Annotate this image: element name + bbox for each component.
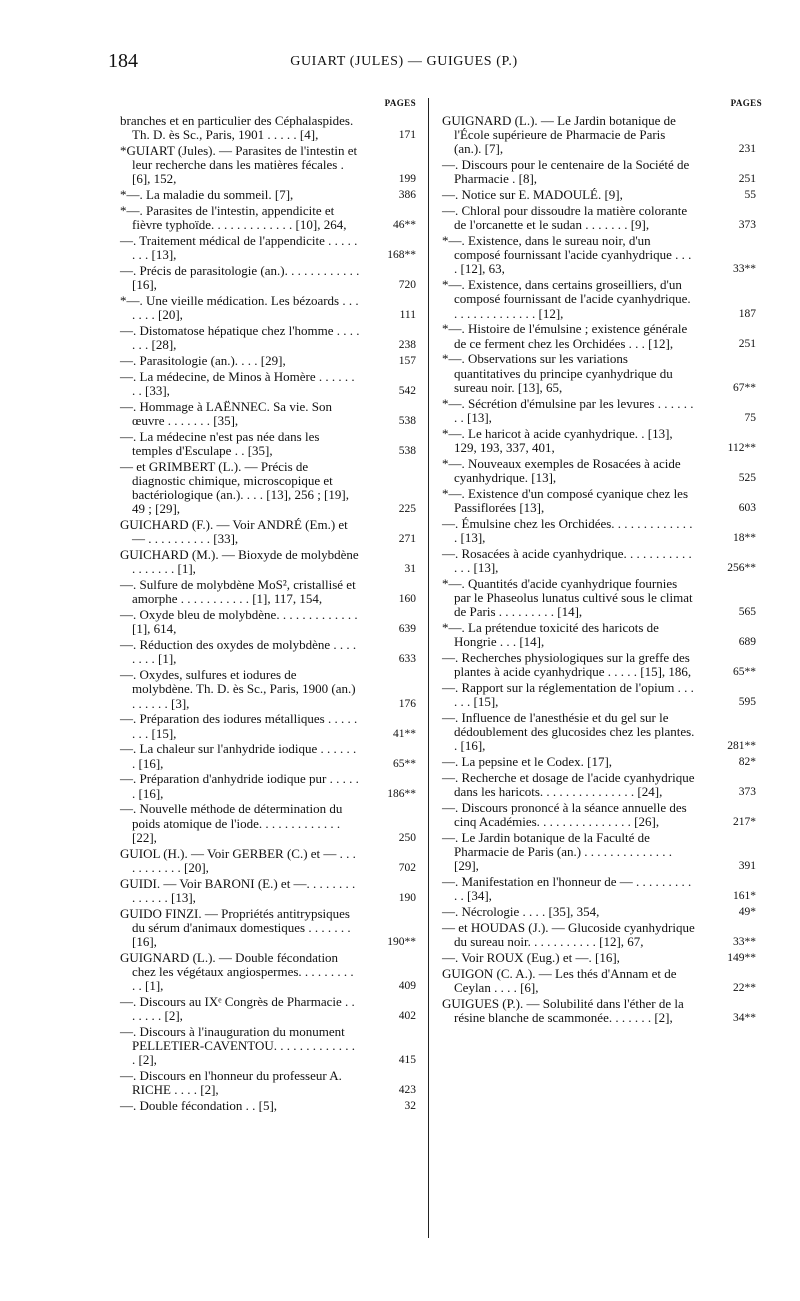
entry-text: *—. Parasites de l'intestin, appendicite et fièvre typhoïde. . . . . . . . . . . . . [10], 264,	[120, 203, 347, 233]
entry-page: 373	[738, 786, 756, 799]
index-entry	[442, 457, 762, 485]
entry-page: 386	[398, 189, 416, 202]
entry-text: —. Recherches physiologiques sur la greffe des plantes à acide cyanhydrique . . . . . [15], 186,	[442, 649, 692, 680]
entry-page: 415	[398, 1054, 416, 1067]
entry-text: *—. Quantités d'acide cyanhydrique fournies par le Phaseolus lunatus cultivé sous le climat de Paris . . . . . . . . . [14],	[442, 575, 693, 620]
index-entry	[120, 294, 416, 322]
entry-page: 595	[738, 696, 756, 709]
entry-page: 157	[398, 355, 416, 367]
entry-page: 525	[738, 471, 756, 484]
entry-text: —. Discours prononcé à la séance annuelle des cinq Académies. . . . . . . . . . . . . . . [26],	[442, 799, 687, 830]
entry-text: *—. Le haricot à acide cyanhydrique. . [13], 129, 193, 337, 401,	[442, 425, 673, 455]
entry-page: 186**	[387, 787, 416, 800]
entry-page: 231	[738, 143, 756, 156]
entry-page: 49*	[738, 906, 756, 919]
entry-text: GUIDI. — Voir BARONI (E.) et —. . . . . . . . . . . . . . [13],	[120, 875, 356, 905]
entry-text: *GUIART (Jules). — Parasites de l'intestin et leur recherche dans les matières fécales . [6], 152,	[120, 143, 358, 187]
entry-page: 538	[398, 445, 416, 457]
entry-text: —. Rosacées à acide cyanhydrique. . . . . . . . . . . . . . [13],	[442, 545, 692, 575]
entry-text: —. Manifestation en l'honneur de — . . . . . . . . . . . [34],	[442, 874, 692, 904]
index-entry	[442, 755, 762, 769]
entry-page: 271	[398, 533, 416, 546]
entry-text: —. Préparation des iodures métalliques . . . . . . . . [15],	[120, 711, 358, 741]
index-entry	[442, 905, 762, 919]
entry-text: *—. La maladie du sommeil. [7],	[120, 187, 294, 203]
entry-text: *—. Observations sur les variations quantitatives du principe cyanhydrique du sureau noir. [13], 65,	[442, 351, 673, 395]
entry-page: 402	[398, 1010, 416, 1023]
entry-text: GUICHARD (F.). — Voir ANDRÉ (Em.) et — . . . . . . . . . . [33],	[120, 517, 348, 547]
entry-page: 603	[738, 501, 756, 514]
index-entry	[120, 370, 416, 398]
entry-page: 176	[398, 697, 416, 710]
entry-text: —. Influence de l'anesthésie et du gel sur le dédoublement des glucosides chez les plantes. . [16],	[442, 709, 695, 754]
entry-page: 256**	[727, 561, 756, 574]
index-entry	[120, 114, 416, 142]
entry-page: 225	[398, 503, 416, 516]
entry-text: —. Discours à l'inauguration du monument PELLETIER-CAVENTOU. . . . . . . . . . . . . . [2],	[120, 1024, 356, 1068]
entry-page: 65**	[393, 757, 416, 770]
entry-text: —. Traitement médical de l'appendicite . . . . . . . . [13],	[120, 233, 358, 263]
index-entry	[120, 742, 416, 770]
entry-page: 190	[398, 891, 416, 904]
index-entry	[442, 621, 762, 649]
entry-text: —. Réduction des oxydes de molybdène . . . . . . . . [1],	[120, 637, 357, 667]
index-entry	[442, 771, 762, 799]
entry-text: —. Distomatose hépatique chez l'homme . . . . . . . [28],	[120, 323, 360, 353]
index-entry	[120, 144, 416, 187]
index-entry	[120, 877, 416, 905]
index-entry	[442, 487, 762, 515]
index-entry	[442, 711, 762, 754]
index-entry	[442, 681, 762, 709]
index-entry	[442, 951, 762, 965]
entry-page: 34**	[733, 1011, 756, 1024]
entry-text: —. La médecine n'est pas née dans les temples d'Esculape . . [35],	[120, 428, 320, 458]
index-entry	[120, 772, 416, 800]
entry-page: 41**	[393, 727, 416, 740]
entry-text: GUICHARD (M.). — Bioxyde de molybdène . . . . . . . [1],	[120, 547, 359, 577]
entry-page: 689	[738, 636, 756, 649]
index-entry	[120, 907, 416, 950]
entry-page: 633	[398, 653, 416, 666]
index-entry	[442, 427, 762, 455]
entry-text: —. La médecine, de Minos à Homère . . . . . . . . [33],	[120, 368, 355, 398]
right-column	[442, 96, 762, 1025]
entry-page: 112**	[727, 441, 756, 454]
index-entry	[120, 400, 416, 428]
entry-page: 46**	[393, 219, 416, 232]
pages-label-left: PAGES	[384, 98, 416, 108]
index-entry	[442, 114, 762, 157]
entry-text: —. Recherche et dosage de l'acide cyanhydrique dans les haricots. . . . . . . . . . . . . . . [24],	[442, 769, 695, 800]
index-entry	[120, 548, 416, 576]
entry-page: 702	[398, 861, 416, 874]
entry-page: 538	[398, 415, 416, 427]
entry-page: 542	[398, 385, 416, 397]
index-entry	[120, 204, 416, 232]
index-entry	[120, 430, 416, 458]
index-entry	[442, 204, 762, 232]
page-header	[108, 50, 700, 80]
entry-text: — et HOUDAS (J.). — Glucoside cyanhydrique du sureau noir. . . . . . . . . . . [12], 67,	[442, 919, 695, 950]
index-entry	[120, 712, 416, 740]
index-entry	[120, 995, 416, 1023]
entry-text: GUIGNARD (L.). — Double fécondation chez les végétaux angiospermes. . . . . . . . . . . [1],	[120, 949, 354, 994]
index-entry	[120, 460, 416, 517]
running-title: GUIART (JULES) — GUIGUES (P.)	[290, 54, 518, 69]
entry-text: —. Notice sur E. MADOULÉ. [9],	[442, 187, 623, 203]
entry-text: —. Discours pour le centenaire de la Société de Pharmacie . [8],	[442, 157, 690, 187]
pages-label-right: PAGES	[730, 98, 762, 108]
page-number: 184	[108, 50, 138, 72]
entry-page: 238	[398, 339, 416, 352]
entry-text: *—. Existence, dans le sureau noir, d'un composé fournissant l'acide cyanhydrique . . . . [12], 63,	[442, 233, 692, 277]
entry-page: 55	[744, 189, 756, 202]
index-entry	[120, 188, 416, 202]
entry-text: *—. Existence, dans certains groseilliers, d'un composé fournissant de l'acide cyanhydrique. . . . . . . . . . . . . . [12],	[442, 277, 691, 321]
index-entry	[120, 264, 416, 292]
entry-page: 565	[738, 606, 756, 619]
entry-text: GUIGNARD (L.). — Le Jardin botanique de l'École supérieure de Pharmacie de Paris (an.). [7],	[442, 113, 676, 157]
entry-page: 391	[738, 860, 756, 873]
entry-page: 33**	[733, 263, 756, 276]
entry-page: 199	[398, 173, 416, 186]
column-divider	[428, 98, 429, 1238]
index-entry	[120, 1069, 416, 1097]
entry-text: —. Parasitologie (an.). . . . [29],	[120, 353, 286, 368]
index-entry	[120, 638, 416, 666]
index-entry	[442, 547, 762, 575]
entry-text: *—. La prétendue toxicité des haricots de Hongrie . . . [14],	[442, 619, 659, 650]
entry-text: —. Double fécondation . . [5],	[120, 1098, 278, 1114]
entry-page: 423	[398, 1084, 416, 1097]
entry-text: —. La chaleur sur l'anhydride iodique . . . . . . . [16],	[120, 741, 357, 771]
entry-page: 373	[738, 219, 756, 232]
index-entry	[442, 577, 762, 620]
entry-page: 251	[738, 337, 756, 350]
entry-text: —. Discours au IXᵉ Congrès de Pharmacie . . . . . . . [2],	[120, 994, 355, 1024]
index-entry	[442, 234, 762, 277]
entry-text: GUIOL (H.). — Voir GERBER (C.) et — . . . . . . . . . . . [20],	[120, 845, 356, 875]
entry-page: 32	[404, 1100, 416, 1113]
index-entry	[442, 997, 762, 1025]
index-entry	[120, 354, 416, 368]
entry-text: *—. Histoire de l'émulsine ; existence générale de ce ferment chez les Orchidées . . . [12],	[442, 321, 688, 351]
entry-page: 31	[404, 563, 416, 576]
entry-text: —. Le Jardin botanique de la Faculté de Pharmacie de Paris (an.) . . . . . . . . . . . . . . [29],	[442, 829, 673, 874]
entry-text: — et GRIMBERT (L.). — Précis de diagnostic chimique, microscopique et bactériologique (an.). . . . [13], 256 ; [19], 49 ; [29],	[120, 458, 349, 517]
entry-page: 22**	[733, 981, 756, 994]
entry-text: —. Nouvelle méthode de détermination du poids atomique de l'iode. . . . . . . . . . . . . [22],	[120, 801, 343, 845]
entry-text: GUIGUES (P.). — Solubilité dans l'éther de la résine blanche de scammonée. . . . . . . [2],	[442, 995, 684, 1025]
index-entry	[120, 951, 416, 994]
index-entry	[120, 847, 416, 875]
entry-text: —. Précis de parasitologie (an.). . . . . . . . . . . . [16],	[120, 263, 360, 293]
entry-page: 161*	[733, 890, 756, 903]
entry-page: 409	[398, 980, 416, 993]
entry-text: —. Discours en l'honneur du professeur A. RICHE . . . . [2],	[120, 1068, 342, 1098]
index-entry	[120, 578, 416, 606]
entry-text: —. La pepsine et le Codex. [17],	[442, 754, 613, 770]
entry-text: —. Chloral pour dissoudre la matière colorante de l'orcanette et le sudan . . . . . . . [9],	[442, 203, 688, 233]
index-entry	[120, 518, 416, 546]
index-entry	[442, 188, 762, 202]
entry-page: 67**	[733, 381, 756, 394]
entry-text: GUIGON (C. A.). — Les thés d'Annam et de Ceylan . . . . [6],	[442, 965, 677, 995]
index-entry	[442, 517, 762, 545]
entry-page: 217*	[733, 816, 756, 829]
entry-page: 187	[738, 307, 756, 320]
index-entry	[442, 322, 762, 350]
index-entry	[120, 608, 416, 636]
entry-page: 720	[398, 279, 416, 292]
entry-page: 251	[738, 173, 756, 186]
index-entry	[442, 921, 762, 949]
index-entry	[442, 352, 762, 395]
index-entry	[442, 831, 762, 874]
index-entry	[442, 158, 762, 186]
entry-text: —. Oxydes, sulfures et iodures de molybdène. Th. D. ès Sc., Paris, 1900 (an.) . . . . . . [3],	[120, 667, 356, 711]
entry-text: —. Rapport sur la réglementation de l'opium . . . . . . [15],	[442, 679, 694, 710]
entry-page: 75	[744, 411, 756, 424]
index-entry	[120, 324, 416, 352]
entry-page: 639	[398, 623, 416, 636]
index-entry	[442, 875, 762, 903]
entry-text: GUIDO FINZI. — Propriétés antitrypsiques du sérum d'animaux domestiques . . . . . . . [16],	[120, 905, 351, 950]
entry-text: *—. Existence d'un composé cyanique chez les Passiflorées [13],	[442, 485, 689, 515]
entry-text: —. Sulfure de molybdène MoS², cristallisé et amorphe . . . . . . . . . . . [1], 117, 154,	[120, 577, 356, 607]
entry-page: 250	[398, 831, 416, 844]
index-entry	[120, 234, 416, 262]
index-entry	[442, 967, 762, 995]
entry-page: 190**	[387, 936, 416, 949]
entry-text: —. Émulsine chez les Orchidées. . . . . . . . . . . . . . [13],	[442, 515, 693, 545]
index-entry	[442, 397, 762, 425]
entry-page: 82*	[738, 756, 756, 769]
index-entry	[120, 802, 416, 845]
index-entry	[442, 278, 762, 321]
entry-text: branches et en particulier des Céphalaspides. Th. D. ès Sc., Paris, 1901 . . . . . [4],	[120, 113, 354, 143]
entry-text: *—. Sécrétion d'émulsine par les levures . . . . . . . . [13],	[442, 395, 694, 425]
index-entry	[120, 1099, 416, 1113]
entry-page: 171	[398, 129, 416, 142]
entry-page: 168**	[387, 249, 416, 262]
index-entry	[120, 668, 416, 711]
entry-text: —. Nécrologie . . . . [35], 354,	[442, 904, 600, 920]
entry-text: *—. Une vieille médication. Les bézoards . . . . . . . [20],	[120, 293, 359, 323]
entry-page: 65**	[733, 666, 756, 679]
entry-page: 149**	[727, 951, 756, 964]
entry-text: —. Voir ROUX (Eug.) et —. [16],	[442, 949, 620, 965]
entry-text: —. Oxyde bleu de molybdène. . . . . . . . . . . . . [1], 614,	[120, 607, 358, 637]
index-entry	[120, 1025, 416, 1068]
entry-text: —. Hommage à LAËNNEC. Sa vie. Son œuvre . . . . . . . [35],	[120, 398, 332, 428]
entry-text: —. Préparation d'anhydride iodique pur . . . . . . [16],	[120, 771, 359, 801]
left-column	[120, 96, 416, 1113]
entry-page: 33**	[733, 936, 756, 949]
entry-page: 281**	[727, 740, 756, 753]
entry-page: 18**	[733, 531, 756, 544]
entry-page: 111	[399, 309, 416, 322]
index-entry	[442, 801, 762, 829]
index-entry	[442, 651, 762, 679]
entry-text: *—. Nouveaux exemples de Rosacées à acide cyanhydrique. [13],	[442, 455, 681, 485]
entry-page: 160	[398, 593, 416, 606]
